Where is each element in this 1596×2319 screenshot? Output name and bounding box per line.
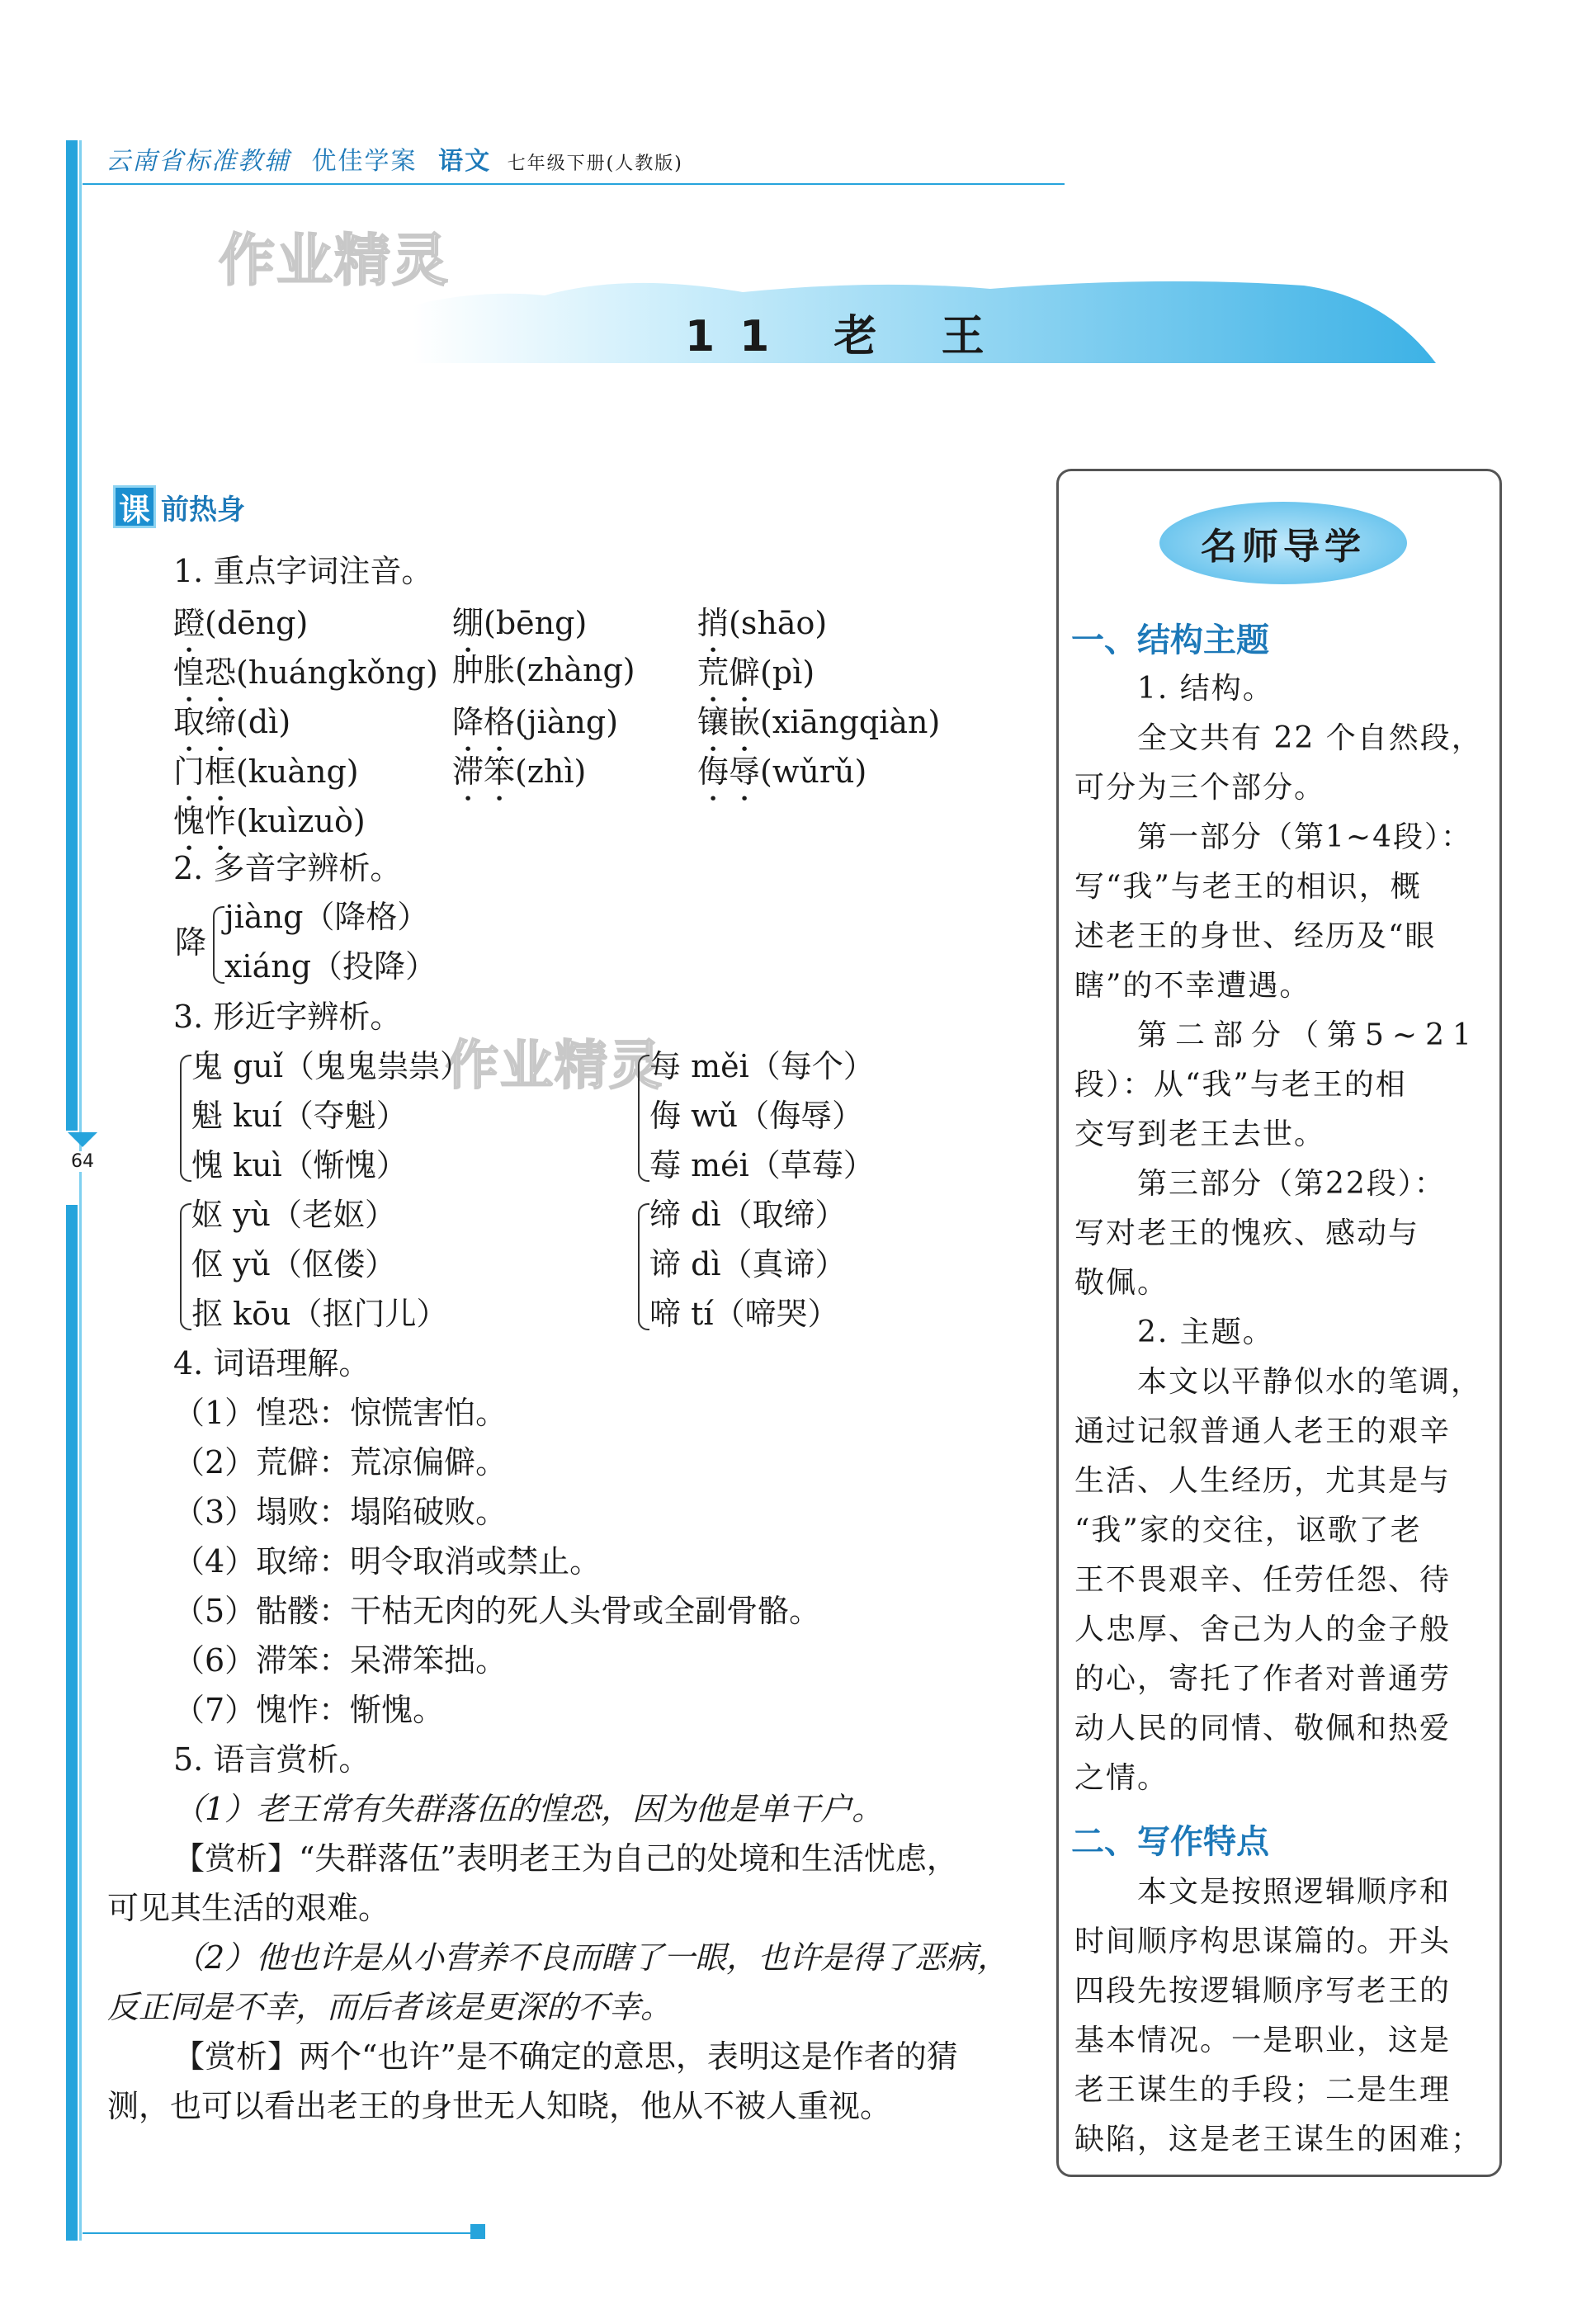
sidebar-line: 缺陷，这是老王谋生的困难； (1074, 2123, 1483, 2156)
pinyin-item: 降格(jiàng) (452, 704, 619, 740)
q3-brace (638, 1203, 649, 1330)
q5-sentence-2-cont: 反正同是不幸，而后者该是更深的不幸。 (107, 1989, 673, 2025)
sidebar-line: 交写到老王去世。 (1074, 1117, 1326, 1151)
q5-title: 5. 语言赏析。 (173, 1741, 371, 1778)
section-icon: 课 (113, 485, 156, 528)
sidebar-line: “我”家的交往，讴歌了老 (1074, 1514, 1422, 1547)
page-number: 64 (71, 1151, 94, 1172)
header-series (106, 140, 683, 177)
series-name: 云南省标准教辅 (106, 147, 290, 176)
q4-item: （1）惶恐：惊慌害怕。 (173, 1395, 508, 1431)
q3-title: 3. 形近字辨析。 (173, 999, 402, 1035)
left-margin-bar-top (66, 140, 78, 1131)
q3-entry: 愧 kuì（惭愧） (191, 1147, 408, 1183)
sidebar-line: 第二部分（第5~21 (1137, 1018, 1480, 1052)
q3-entry: 鬼 guǐ（鬼鬼祟祟） (191, 1048, 472, 1084)
q3-entry: 莓 méi（草莓） (649, 1147, 875, 1183)
watermark-top: 作业精灵 (219, 229, 451, 294)
q5-analysis-2-cont: 测，也可以看出老王的身世无人知晓，他从不被人重视。 (107, 2088, 892, 2124)
left-margin-bar-bottom (66, 1205, 78, 2241)
pinyin-item: 侮辱(wǔrǔ) (697, 753, 867, 790)
q2-line: jiàng（降格） (224, 899, 429, 935)
q4-item: （6）滞笨：呆滞笨拙。 (173, 1642, 508, 1679)
pinyin-item: 捎(shāo) (697, 605, 828, 641)
lesson-title: 11 老 王 (685, 312, 1009, 361)
sidebar-line: 四段先按逻辑顺序写老王的 (1074, 1974, 1452, 2008)
sidebar-line: 人忠厚、舍己为人的金子般 (1074, 1613, 1452, 1646)
sidebar-line: 可分为三个部分。 (1074, 771, 1326, 805)
section-header (113, 483, 245, 531)
watermark-middle: 作业精灵 (446, 1036, 663, 1097)
q1-title: 1. 重点字词注音。 (173, 553, 433, 589)
bottom-rule (83, 2232, 479, 2234)
sidebar-line: 动人民的同情、敬佩和热爱 (1074, 1712, 1452, 1745)
q3-entry: 缔 dì（取缔） (649, 1197, 847, 1233)
sidebar-line: 本文以平静似水的笔调， (1137, 1365, 1483, 1399)
q2-brace (213, 906, 224, 984)
sidebar-line: 时间顺序构思谋篇的。开头 (1074, 1925, 1452, 1958)
sidebar-line: 王不畏艰辛、任劳任怨、待 (1074, 1563, 1452, 1597)
pinyin-item: 荒僻(pì) (697, 654, 815, 691)
q3-entry: 谛 dì（真谛） (649, 1246, 847, 1282)
pinyin-item: 滞笨(zhì) (452, 753, 587, 790)
sidebar-line: 基本情况。一是职业，这是 (1074, 2024, 1452, 2057)
grade-label: 七年级下册(人教版) (507, 153, 683, 174)
sidebar-line: 瞎”的不幸遭遇。 (1074, 969, 1311, 1003)
q2-line: xiáng（投降） (224, 948, 437, 985)
q4-item: （2）荒僻：荒凉偏僻。 (173, 1444, 508, 1481)
pinyin-item: 取缔(dì) (173, 704, 291, 740)
q4-item: （7）愧怍：惭愧。 (173, 1692, 445, 1728)
q3-brace (180, 1203, 191, 1330)
sidebar-line: 通过记叙普通人老王的艰辛 (1074, 1415, 1452, 1448)
q3-brace (180, 1055, 191, 1182)
q5-analysis-1-cont: 可见其生活的艰难。 (107, 1890, 390, 1926)
sidebar-line: 之情。 (1074, 1761, 1169, 1795)
sidebar-line: 敬佩。 (1074, 1266, 1169, 1300)
q3-entry: 抠 kōu（抠门儿） (191, 1296, 448, 1332)
pinyin-item: 蹬(dēng) (173, 605, 309, 641)
sidebar-line: 的心，寄托了作者对普通劳 (1074, 1662, 1452, 1696)
bottom-marker (470, 2224, 485, 2239)
q3-entry: 伛 yǔ（伛偻） (191, 1246, 397, 1282)
q5-sentence-1: （1）老王常有失群落伍的惶恐，因为他是单干户。 (173, 1791, 884, 1827)
sidebar-line: 写“我”与老王的相识，概 (1074, 870, 1422, 904)
q4-item: （5）骷髅：干枯无肉的死人头骨或全副骨骼。 (173, 1593, 821, 1629)
sidebar-line: 老王谋生的手段；二是生理 (1074, 2073, 1452, 2107)
sidebar-line: 本文是按照逻辑顺序和 (1137, 1875, 1452, 1909)
brand-name: 优佳学案 (311, 147, 418, 176)
q4-item: （4）取缔：明令取消或禁止。 (173, 1543, 602, 1580)
subject-label: 语文 (438, 147, 492, 176)
q5-analysis-1: 【赏析】“失群落伍”表明老王为自己的处境和生活忧虑， (173, 1840, 958, 1877)
q3-entry: 魁 kuí（夺魁） (191, 1098, 408, 1134)
section-title: 前热身 (161, 493, 245, 527)
pinyin-item: 愧怍(kuìzuò) (173, 803, 366, 839)
header-rule (83, 183, 1065, 185)
sidebar-line: 2. 主题。 (1137, 1315, 1274, 1349)
q3-brace (638, 1055, 649, 1182)
sidebar-line: 全文共有 22 个自然段， (1137, 721, 1483, 755)
q2-title: 2. 多音字辨析。 (173, 850, 402, 886)
q5-analysis-2: 【赏析】两个“也许”是不确定的意思，表明这是作者的猜 (173, 2038, 958, 2075)
q4-item: （3）塌败：塌陷破败。 (173, 1494, 508, 1530)
sidebar-line: 段）：从“我”与老王的相 (1074, 1068, 1407, 1102)
sidebar-badge: 名师导学 (1159, 502, 1407, 584)
sidebar-line: 写对老王的愧疚、感动与 (1074, 1216, 1420, 1250)
pinyin-item: 门框(kuàng) (173, 753, 359, 790)
pinyin-item: 镶嵌(xiāngqiàn) (697, 704, 941, 740)
pinyin-item: 肿胀(zhàng) (452, 652, 635, 688)
sidebar-line: 1. 结构。 (1137, 672, 1274, 706)
sidebar-line: 第三部分（第22段）： (1137, 1167, 1446, 1201)
q3-entry: 妪 yù（老妪） (191, 1197, 397, 1233)
page-number-arrow-icon (68, 1132, 97, 1147)
q3-entry: 啼 tí（啼哭） (649, 1296, 839, 1332)
q5-sentence-2: （2）他也许是从小营养不良而瞎了一眼，也许是得了恶病， (173, 1939, 1009, 1976)
pinyin-item: 惶恐(huángkǒng) (173, 654, 438, 691)
sidebar-line: 述老王的身世、经历及“眼 (1074, 919, 1437, 953)
left-margin-line (79, 140, 82, 2241)
sidebar-line: 生活、人生经历，尤其是与 (1074, 1464, 1452, 1498)
q4-title: 4. 词语理解。 (173, 1345, 371, 1381)
q3-entry: 侮 wǔ（侮辱） (649, 1098, 864, 1134)
sidebar-line: 第一部分（第1~4段）： (1137, 820, 1472, 854)
sidebar-heading-structure: 一、结构主题 (1071, 621, 1269, 659)
q3-entry: 每 měi（每个） (649, 1048, 875, 1084)
sidebar-heading-writing: 二、写作特点 (1071, 1823, 1269, 1861)
pinyin-item: 绷(bēng) (452, 605, 588, 641)
q2-char: 降 (175, 924, 207, 961)
